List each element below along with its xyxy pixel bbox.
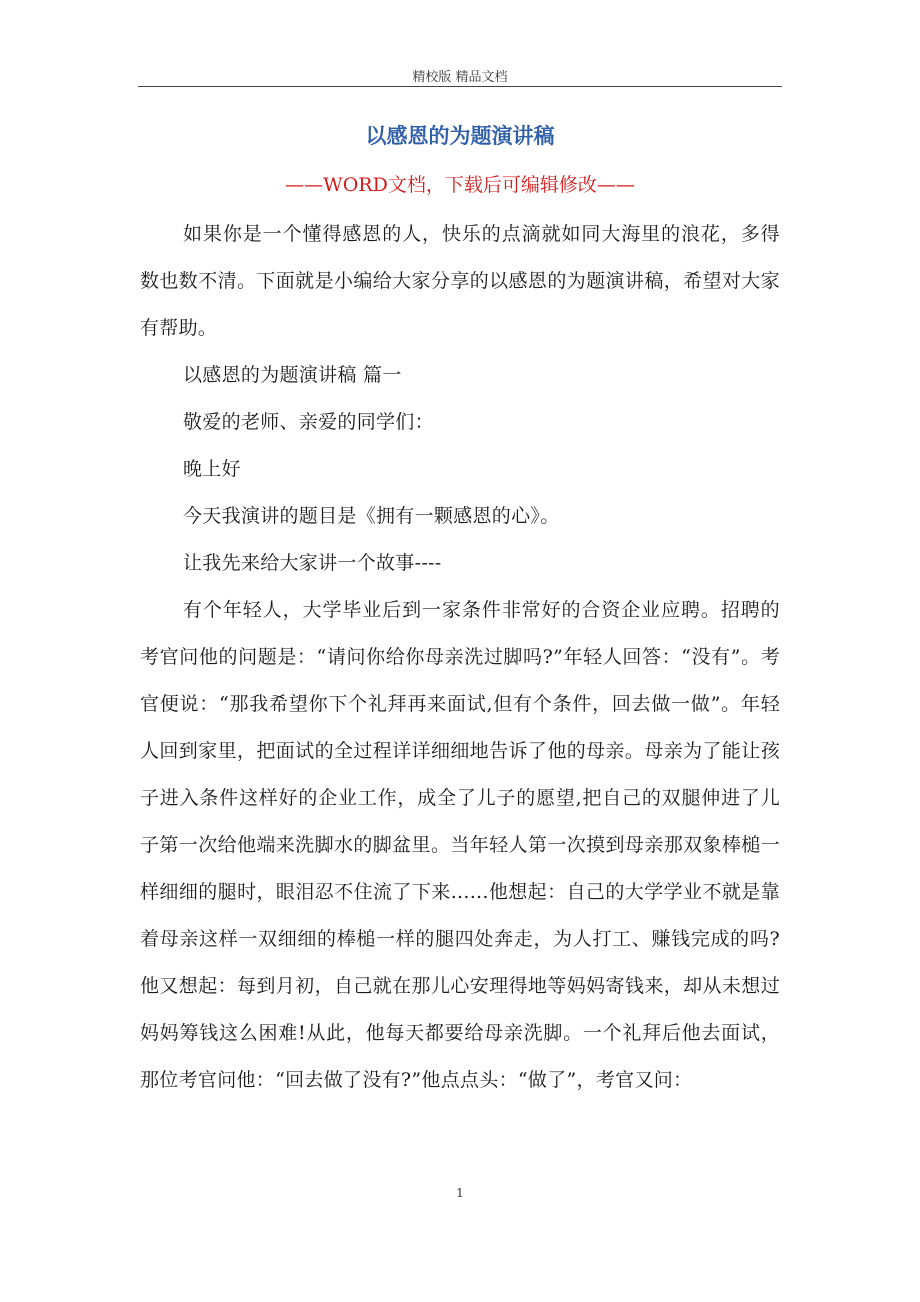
document-body — [140, 211, 780, 1104]
story-paragraph: 有个年轻人，大学毕业后到一家条件非常好的合资企业应聘。招聘的考官问他的问题是：“请问你给你母亲洗过脚吗?”年轻人回答：“没有”。考官便说：“那我希望你下个礼拜再来面试,但有个条件，回去做一做”。年轻人回到家里，把面试的全过程详详细细地告诉了他的母亲。母亲为了能让孩子进入条件这样好的企业工作，成全了儿子的愿望,把自己的双腿伸进了儿子第一次给他端来洗脚水的脚盆里。当年轻人第一次摸到母亲那双象棒槌一样细细的腿时，眼泪忍不住流了下来......他想起：自己的大学学业不就是靠着母亲这样一双细细的棒槌一样的腿四处奔走，为人打工、赚钱完成的吗?他又想起：每到月初，自己就在那儿心安理得地等妈妈寄钱来，却从未想过妈妈筹钱这么困难!从此，他每天都要给母亲洗脚。一个礼拜后他去面试，那位考官问他：“回去做了没有?”他点点头：“做了”，考官又问： — [140, 599, 780, 1091]
header-divider — [138, 86, 782, 87]
document-title: 以感恩的为题演讲稿 — [365, 123, 555, 148]
greeting-paragraph: 晚上好 — [183, 458, 241, 480]
section-heading: 以感恩的为题演讲稿 篇一 — [183, 364, 402, 386]
page-number: 1 — [456, 1186, 464, 1200]
page-header: 精校版 精品文档 — [412, 70, 508, 85]
document-subtitle: ——WORD文档，下载后可编辑修改—— — [285, 174, 635, 196]
intro-paragraph: 如果你是一个懂得感恩的人，快乐的点滴就如同大海里的浪花，多得数也数不清。下面就是小编给大家分享的以感恩的为题演讲稿，希望对大家有帮助。 — [140, 223, 780, 339]
story-intro-paragraph: 让我先来给大家讲一个故事---- — [183, 552, 442, 574]
topic-paragraph: 今天我演讲的题目是《拥有一颗感恩的心》。 — [183, 505, 560, 527]
salutation-paragraph: 敬爱的老师、亲爱的同学们： — [183, 411, 434, 433]
